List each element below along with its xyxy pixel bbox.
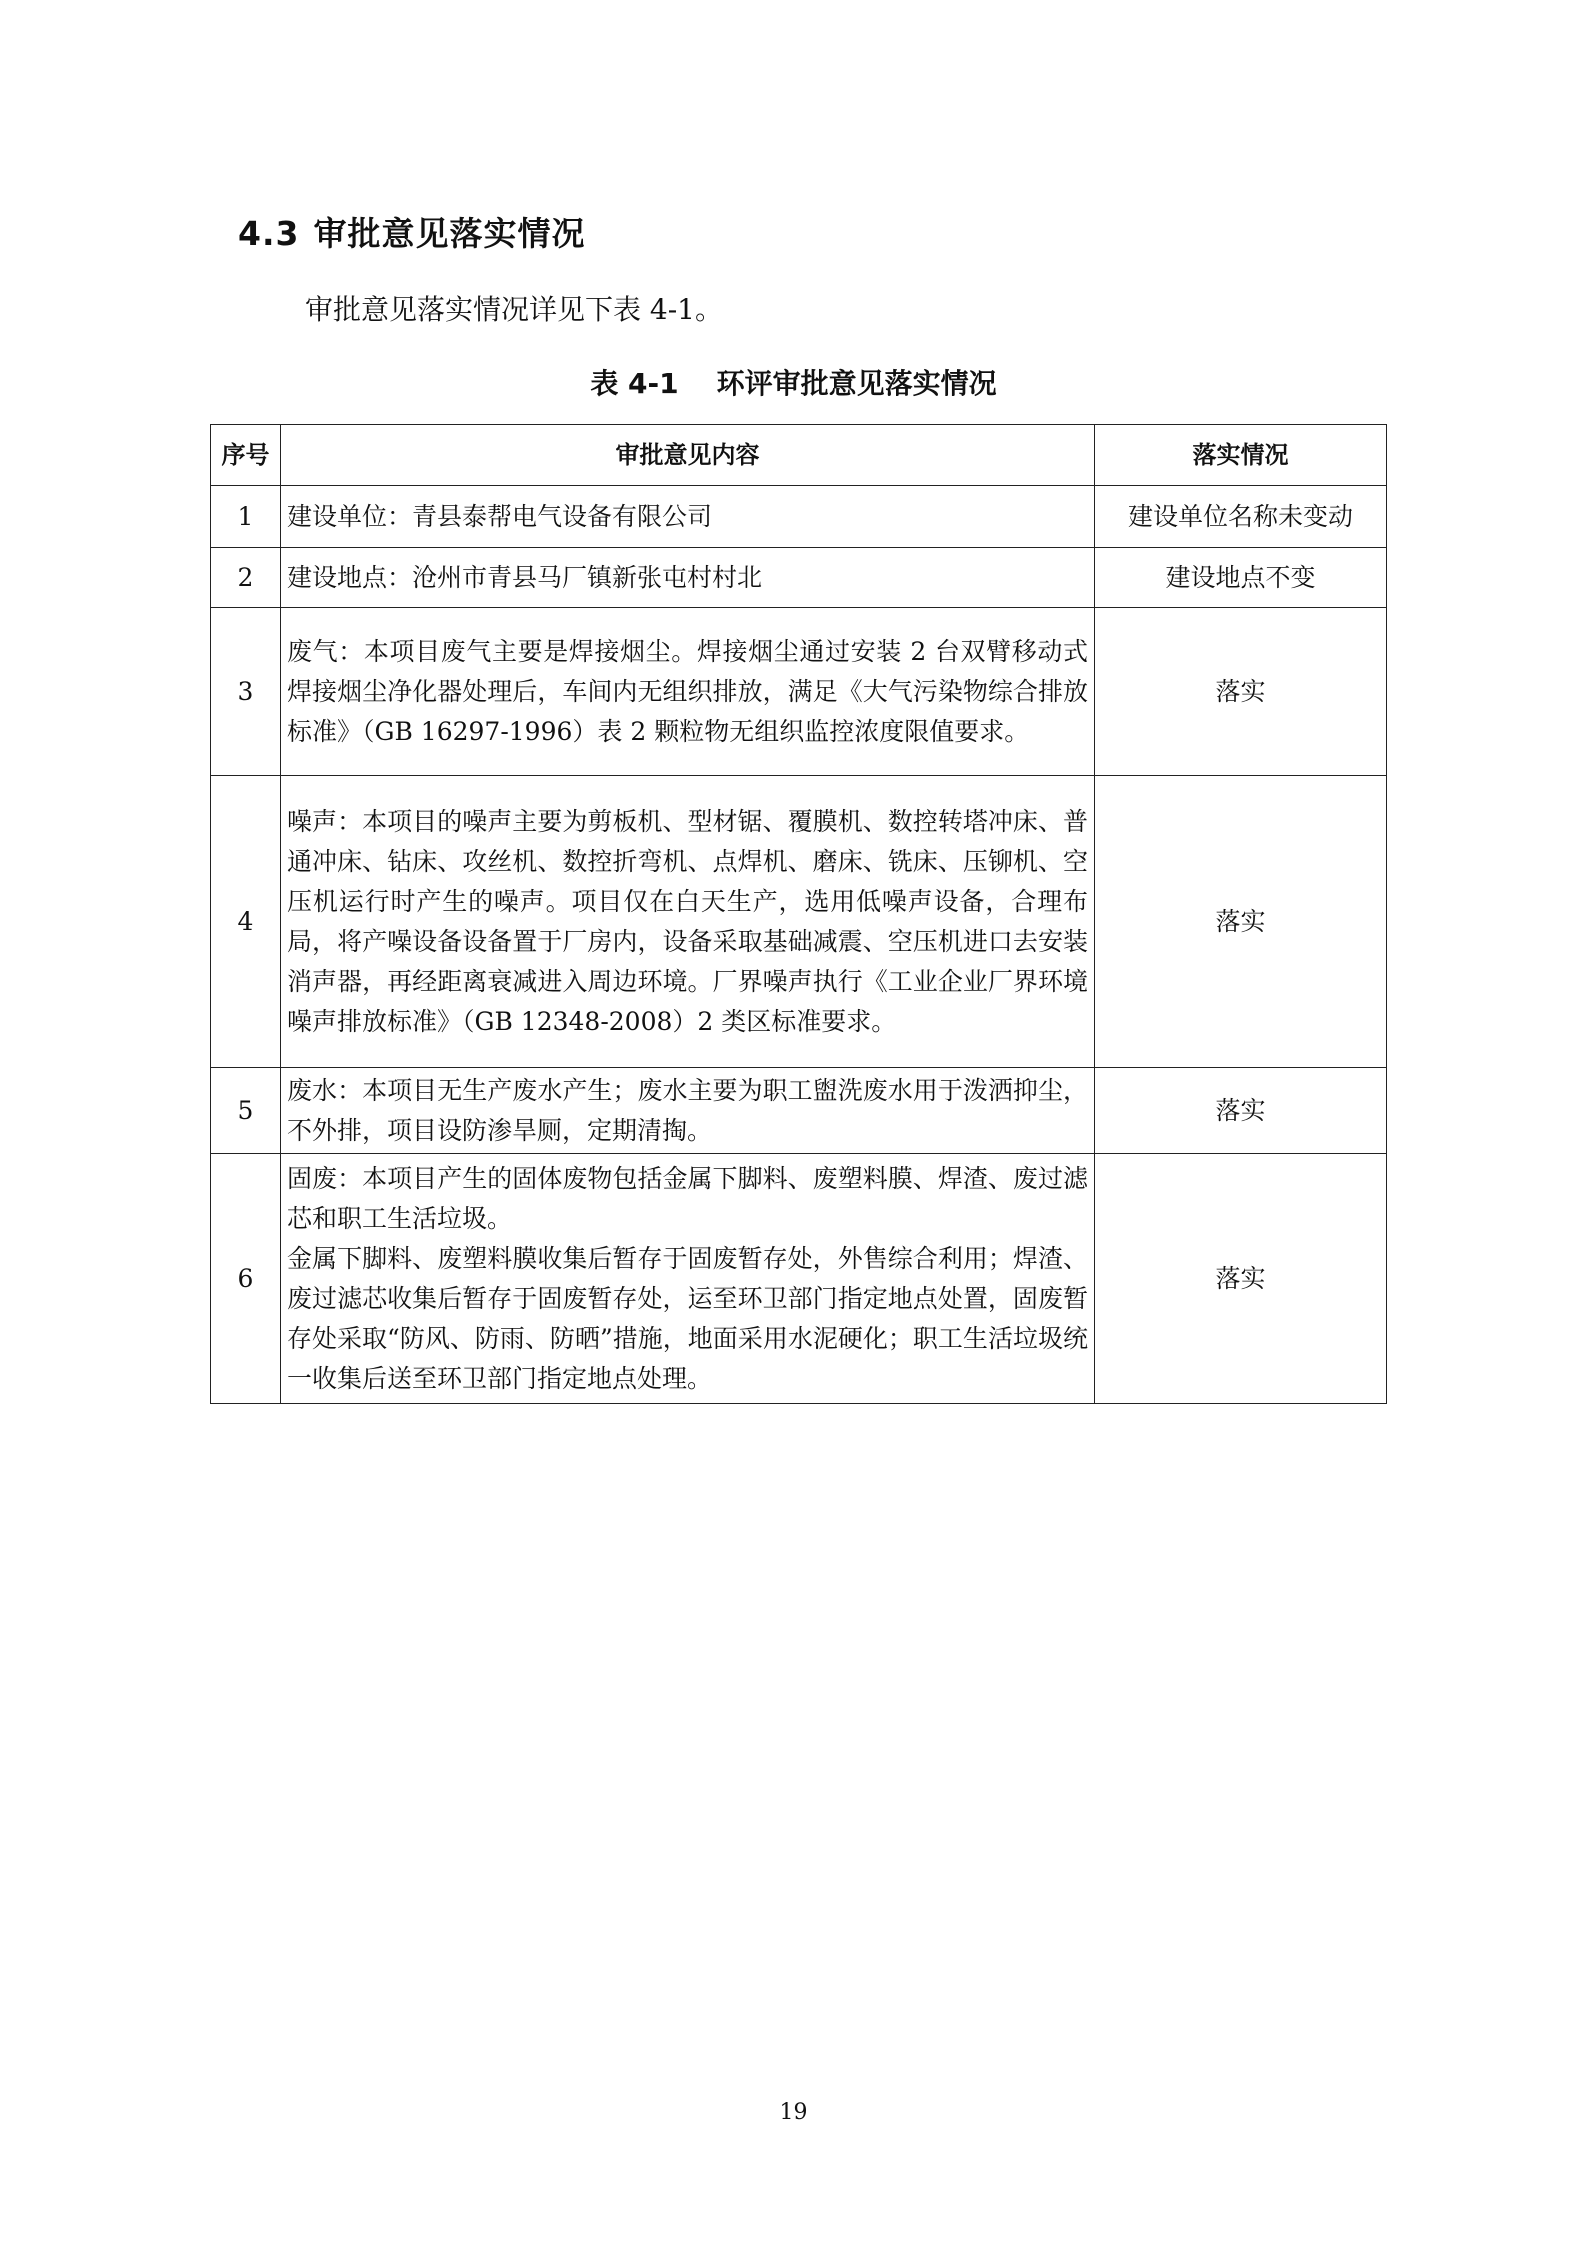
row-status: 落实 bbox=[1095, 608, 1387, 776]
row-content-paragraph: 噪声：本项目的噪声主要为剪板机、型材锯、覆膜机、数控转塔冲床、普通冲床、钻床、攻丝机、数控折弯机、点焊机、磨床、铣床、压铆机、空压机运行时产生的噪声。项目仅在白天生产，选用低噪声设备，合理布局，将产噪设备设备置于厂房内，设备采取基础减震、空压机进口去安装消声器，再经距离衰减进入周边环境。厂界噪声执行《工业企业厂界环境噪声排放标准》（GB 12348-2008）2 类区标准要求。 bbox=[287, 806, 1088, 1036]
table-header-row bbox=[211, 425, 1387, 486]
section-title: 审批意见落实情况 bbox=[313, 214, 586, 253]
row-content bbox=[281, 1154, 1095, 1404]
row-status: 落实 bbox=[1095, 776, 1387, 1068]
row-seq: 6 bbox=[211, 1154, 281, 1404]
approval-opinions-table bbox=[210, 424, 1387, 1404]
row-status: 建设地点不变 bbox=[1095, 548, 1387, 608]
row-content bbox=[281, 776, 1095, 1068]
table-caption-label: 表 4-1 bbox=[590, 367, 679, 400]
table-body bbox=[211, 486, 1387, 1404]
row-status: 落实 bbox=[1095, 1068, 1387, 1154]
row-content-paragraph: 固废：本项目产生的固体废物包括金属下脚料、废塑料膜、焊渣、废过滤芯和职工生活垃圾。 bbox=[287, 1163, 1088, 1233]
row-seq: 4 bbox=[211, 776, 281, 1068]
row-content-paragraph: 金属下脚料、废塑料膜收集后暂存于固废暂存处，外售综合利用；焊渣、废过滤芯收集后暂存于固废暂存处，运至环卫部门指定地点处置，固废暂存处采取“防风、防雨、防晒”措施，地面采用水泥硬化；职工生活垃圾统一收集后送至环卫部门指定地点处理。 bbox=[287, 1243, 1088, 1393]
table-caption-title: 环评审批意见落实情况 bbox=[716, 367, 997, 400]
row-content bbox=[281, 486, 1095, 548]
row-status: 建设单位名称未变动 bbox=[1095, 486, 1387, 548]
header-seq: 序号 bbox=[211, 425, 281, 486]
header-content: 审批意见内容 bbox=[281, 425, 1095, 486]
page-number: 19 bbox=[779, 2100, 808, 2125]
table-row bbox=[211, 776, 1387, 1068]
header-status: 落实情况 bbox=[1095, 425, 1387, 486]
table-row bbox=[211, 486, 1387, 548]
row-seq: 3 bbox=[211, 608, 281, 776]
table-row bbox=[211, 1068, 1387, 1154]
row-content-paragraph: 建设地点：沧州市青县马厂镇新张屯村村北 bbox=[287, 562, 763, 592]
row-content bbox=[281, 608, 1095, 776]
row-content bbox=[281, 1068, 1095, 1154]
row-status: 落实 bbox=[1095, 1154, 1387, 1404]
row-content-paragraph: 废水：本项目无生产废水产生；废水主要为职工盥洗废水用于泼洒抑尘，不外排，项目设防渗旱厕，定期清掏。 bbox=[287, 1075, 1088, 1145]
table-row bbox=[211, 548, 1387, 608]
row-content bbox=[281, 548, 1095, 608]
table-row bbox=[211, 608, 1387, 776]
intro-paragraph: 审批意见落实情况详见下表 4-1。 bbox=[305, 293, 723, 326]
row-seq: 5 bbox=[211, 1068, 281, 1154]
section-heading bbox=[238, 208, 585, 255]
row-seq: 1 bbox=[211, 486, 281, 548]
row-content-paragraph: 废气：本项目废气主要是焊接烟尘。焊接烟尘通过安装 2 台双臂移动式焊接烟尘净化器处理后，车间内无组织排放，满足《大气污染物综合排放标准》（GB 16297-1996）表 2 颗粒物无组织监控浓度限值要求。 bbox=[287, 636, 1088, 746]
row-seq: 2 bbox=[211, 548, 281, 608]
table-row bbox=[211, 1154, 1387, 1404]
row-content-paragraph: 建设单位：青县泰帮电气设备有限公司 bbox=[287, 501, 713, 531]
section-number: 4.3 bbox=[238, 214, 300, 253]
table-caption bbox=[0, 362, 1587, 402]
